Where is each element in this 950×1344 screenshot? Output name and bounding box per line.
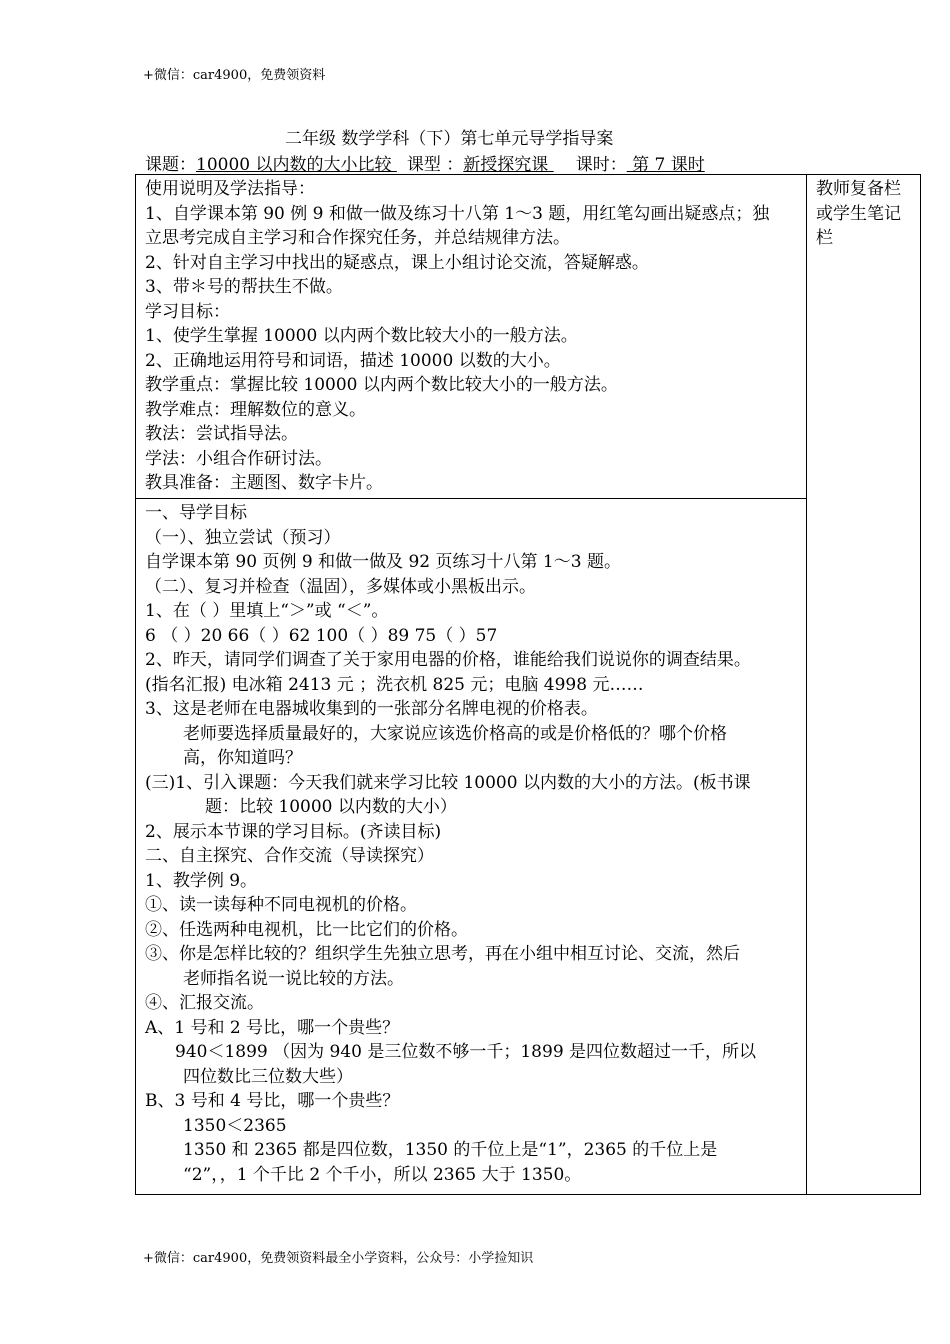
text-line: 老师要选择质量最好的，大家说应该选价格高的或是价格低的？哪个价格	[183, 723, 727, 744]
text-line: 四位数比三位数大些）	[183, 1066, 353, 1087]
topic-label: 课题：	[145, 155, 196, 175]
text-line: A、1 号和 2 号比，哪一个贵些？	[145, 1017, 400, 1038]
text-line: 教学重点：掌握比较 10000 以内两个数比较大小的一般方法。	[145, 375, 618, 395]
topic-value: 10000 以内数的大小比较	[196, 155, 397, 175]
text-line: 2、展示本节课的学习目标。(齐读目标)	[145, 821, 442, 842]
text-line: 3、带＊号的帮扶生不做。	[145, 277, 343, 297]
page-header-note: +微信：car4900，免费领资料	[143, 68, 326, 83]
text-line: 1、在（ ）里填上“＞”或 “＜”。	[145, 601, 389, 621]
text-line: 立思考完成自主学习和合作探究任务，并总结规律方法。	[145, 228, 570, 248]
text-line: “2”，，1 个千比 2 个千小，所以 2365 大于 1350。	[183, 1164, 582, 1185]
text-line: 一、导学目标	[145, 503, 247, 523]
text-line: （一）、独立尝试（预习）	[145, 527, 341, 548]
text-line: 1350＜2365	[183, 1115, 287, 1136]
comparison-exercise-line: 6 （ ）20 66（ ）62 100（ ）89 75（ ）57	[145, 625, 498, 646]
text-line: ②、任选两种电视机，比一比它们的价格。	[145, 919, 468, 940]
type-label: 课型 ：	[406, 155, 464, 175]
text-line: 1350 和 2365 都是四位数，1350 的千位上是“1”，2365 的千位上是	[183, 1140, 718, 1160]
column-divider	[806, 175, 807, 1194]
period-label: 课时：	[575, 155, 627, 175]
text-line: 1、自学课本第 90 例 9 和做一做及练习十八第 1～3 题，用红笔勾画出疑惑点；独	[145, 203, 770, 224]
text-line: 3、这是老师在电器城收集到的一张部分名牌电视的价格表。	[145, 699, 598, 719]
lesson-process-cell	[145, 501, 803, 1187]
text-line: 学法：小组合作研讨法。	[145, 448, 332, 469]
text-line: 940＜1899 （因为 940 是三位数不够一千；1899 是四位数超过一千，所以	[175, 1042, 757, 1062]
text-line: ④、汇报交流。	[145, 993, 264, 1013]
text-line: 题：比较 10000 以内数的大小）	[205, 797, 457, 817]
text-line: 教法：尝试指导法。	[145, 424, 298, 444]
text-line: 老师指名说一说比较的方法。	[183, 968, 404, 989]
text-line: （二）、复习并检查（温固），多媒体或小黑板出示。	[145, 576, 536, 597]
text-line: 学习目标：	[145, 301, 230, 322]
text-line: 自学课本第 90 页例 9 和做一做及 92 页练习十八第 1～3 题。	[145, 552, 621, 572]
text-line: 高，你知道吗？	[183, 748, 302, 768]
lesson-meta-line	[145, 150, 705, 175]
text-line: 2、正确地运用符号和词语，描述 10000 以数的大小。	[145, 350, 561, 371]
text-line: B、3 号和 4 号比，哪一个贵些？	[145, 1091, 400, 1111]
instructions-cell	[145, 177, 803, 496]
text-line: ③、你是怎样比较的？组织学生先独立思考，再在小组中相互讨论、交流，然后	[145, 944, 740, 964]
document-title: 二年级 数学学科（下）第七单元导学指导案	[285, 129, 614, 149]
period-value: 第 7 课时	[626, 155, 705, 175]
text-line: 使用说明及学法指导：	[145, 179, 315, 199]
lesson-table	[135, 174, 921, 1195]
text-line: 2、针对自主学习中找出的疑惑点，课上小组讨论交流，答疑解惑。	[145, 252, 649, 273]
text-line: 教具准备：主题图、数字卡片。	[145, 473, 383, 493]
teacher-notes-column: 教师复备栏或学生笔记 栏	[816, 179, 901, 248]
text-line: (指名汇报) 电冰箱 2413 元 ；洗衣机 825 元；电脑 4998 元……	[145, 674, 644, 695]
row-divider	[136, 498, 806, 499]
text-line: (三)1、引入课题：今天我们就来学习比较 10000 以内数的大小的方法。(板书课	[145, 772, 751, 793]
text-line: 1、使学生掌握 10000 以内两个数比较大小的一般方法。	[145, 326, 578, 346]
type-value: 新授探究课	[463, 155, 554, 175]
text-line: ①、读一读每种不同电视机的价格。	[145, 895, 417, 915]
text-line: 1、教学例 9。	[145, 870, 258, 891]
page-footer-note: +微信：car4900，免费领资料最全小学资料，公众号：小学捡知识	[143, 1251, 534, 1266]
text-line: 2、昨天，请同学们调查了关于家用电器的价格，谁能给我们说说你的调查结果。	[145, 650, 751, 670]
text-line: 二、自主探究、合作交流（导读探究）	[145, 846, 434, 866]
text-line: 教学难点：理解数位的意义。	[145, 399, 366, 420]
